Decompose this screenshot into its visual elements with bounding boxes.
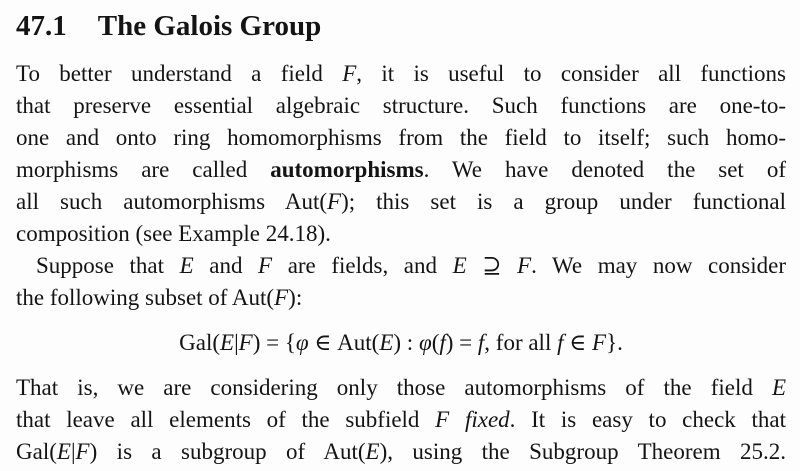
text-line	[16, 122, 786, 154]
math-var: E	[379, 330, 394, 355]
text-run: one and onto ring homomorphisms from the field to itself; such homo-	[16, 125, 786, 150]
text-line	[16, 218, 786, 250]
text-run: the following subset of Aut(	[16, 285, 275, 310]
text-run: |	[234, 330, 239, 355]
math-var: φ	[295, 330, 309, 355]
text-line	[16, 372, 786, 404]
text-run: are fields, and	[272, 253, 453, 278]
text-run: composition (see Example 24.18).	[16, 221, 331, 246]
text-run: ) = {	[252, 330, 296, 355]
math-var: F	[238, 330, 253, 355]
text-run: ) =	[445, 330, 478, 355]
math-var: E	[452, 253, 467, 278]
text-run: that preserve essential algebraic structure. Such functions are one-to-	[16, 93, 786, 118]
section-heading	[16, 8, 786, 44]
text-line	[16, 154, 786, 186]
math-var: φ	[418, 330, 432, 355]
math-var: F	[327, 189, 342, 214]
text-run: and	[193, 253, 259, 278]
text-line	[16, 186, 786, 218]
math-var: f	[439, 330, 446, 355]
text-run: . It is easy to check that	[509, 407, 787, 432]
text-run: all such automorphisms Aut(	[16, 189, 327, 214]
text-run: Gal(	[16, 439, 57, 464]
text-run: , it is useful to consider all functions	[356, 61, 787, 86]
text-run: To better understand a field	[16, 61, 343, 86]
paragraph-3	[16, 372, 786, 468]
text-run: ), using the Subgroup Theorem 25.2.	[379, 439, 787, 464]
body-text	[16, 58, 786, 468]
text-run: (	[431, 330, 440, 355]
text-run: ); this set is a group under functional	[341, 189, 786, 214]
paragraph-1	[16, 58, 786, 250]
text-run	[449, 407, 465, 432]
math-var: F	[274, 285, 289, 310]
text-run: ⊇	[466, 253, 518, 278]
text-run: ) :	[393, 330, 419, 355]
math-var: F	[435, 407, 450, 432]
text-run: Suppose that	[36, 253, 180, 278]
text-line	[16, 250, 786, 282]
text-line	[16, 404, 786, 436]
text-run: That is, we are considering only those automorphisms of the field	[16, 375, 772, 400]
text-run: . We may now consider	[531, 253, 786, 278]
text-line	[16, 58, 786, 90]
text-run: . We have denoted the set of	[423, 157, 786, 182]
section-number: 47.1	[16, 10, 67, 42]
math-var: E	[365, 439, 380, 464]
bold-term: automorphisms	[270, 157, 424, 182]
text-run: that leave all elements of the subfield	[16, 407, 436, 432]
text-run: |	[70, 439, 76, 464]
text-line	[16, 90, 786, 122]
math-var: F	[517, 253, 532, 278]
text-run: ∈ Aut(	[308, 330, 380, 355]
section-title: The Galois Group	[97, 10, 322, 42]
text-run: ) is a subgroup of Aut(	[89, 439, 366, 464]
math-var: F	[342, 61, 357, 86]
math-var: E	[771, 375, 786, 400]
math-var: E	[179, 253, 194, 278]
math-var: f	[557, 330, 564, 355]
math-var: E	[56, 439, 71, 464]
math-var: E	[220, 330, 235, 355]
text-run: ∈	[563, 330, 593, 355]
text-run: Gal(	[179, 330, 220, 355]
math-var: fixed	[464, 407, 510, 432]
math-var: F	[75, 439, 90, 464]
math-var: f	[477, 330, 485, 355]
text-run: }.	[606, 330, 623, 355]
display-equation	[16, 327, 786, 359]
text-line	[16, 436, 786, 468]
paragraph-2	[16, 250, 786, 314]
text-line	[16, 282, 786, 314]
text-run: ):	[288, 285, 303, 310]
math-var: F	[258, 253, 273, 278]
text-run: , for all	[484, 330, 558, 355]
math-var: F	[592, 330, 607, 355]
text-run: morphisms are called	[16, 157, 271, 182]
